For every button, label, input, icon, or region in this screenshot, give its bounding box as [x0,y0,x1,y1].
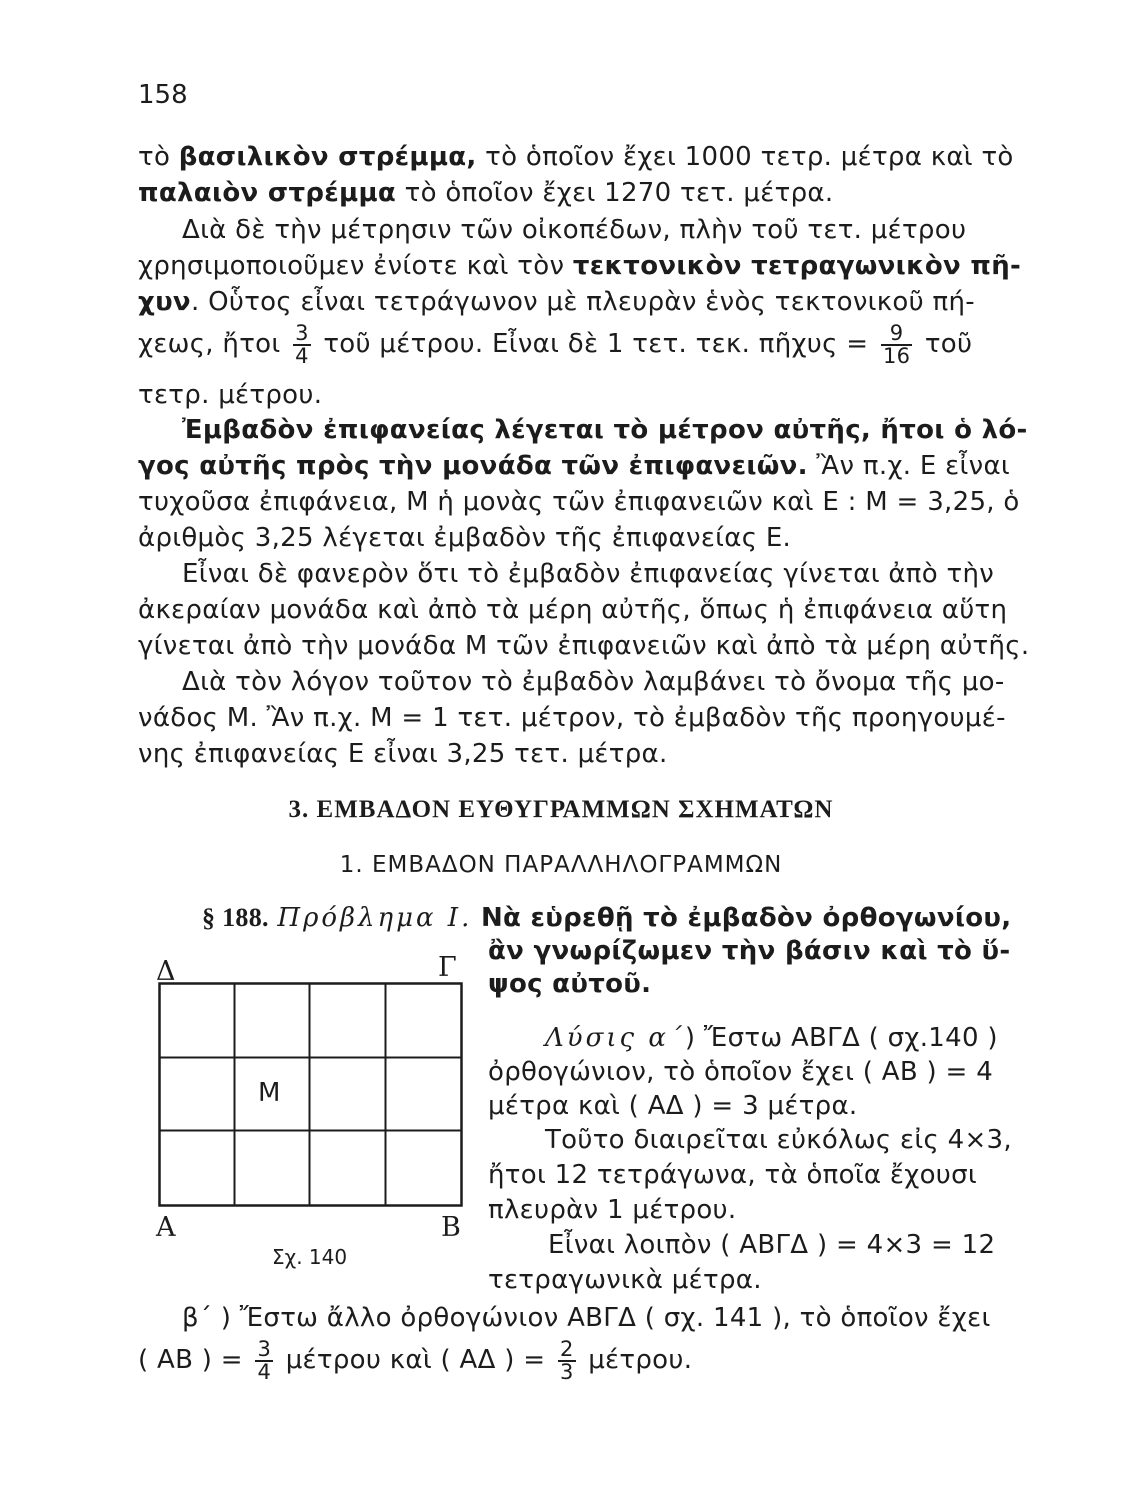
text-run: τοῦ [924,329,973,359]
bold-term: χυν [138,287,191,317]
bold-term: γος αὐτῆς πρὸς τὴν μονάδα τῶν ἐπιφανειῶν. [138,451,808,481]
problem-number: § 188. [202,903,269,932]
text-line: γίνεται ἀπὸ τὴν μονάδα Μ τῶν ἐπιφανειῶν καὶ ἀπὸ τὰ μέρη αὐτῆς. [138,631,1030,661]
fraction: $\frac{3}{4}$ [257,1336,272,1384]
solution-line [545,1023,998,1053]
text-line [138,451,1010,481]
text-line: τετρ. μέτρου. [138,380,323,410]
text-run: χεως, ἤτοι [138,329,281,359]
text-line [138,287,975,317]
bold-term: τεκτονικὸν τετραγωνικὸν πῆ- [572,251,1022,281]
text-run: χρησιμοποιοῦμεν ἐνίοτε καὶ τὸν [138,251,573,281]
definition-line: Ἐμβαδὸν ἐπιφανείας λέγεται τὸ μέτρον αὐτῆς, ἤτοι ὁ λό- [182,415,1028,445]
text-line: τυχοῦσα ἐπιφάνεια, Μ ἡ μονὰς τῶν ἐπιφανειῶν καὶ Ε : Μ = 3,25, ὁ [138,487,1020,517]
vertex-label-gamma: Γ [438,952,457,983]
text-run: τοῦ μέτρου. Εἶναι δὲ 1 τετ. τεκ. πῆχυς = [323,329,869,359]
text-run: ) Ἔστω ΑΒΓΔ ( σχ.140 ) [684,1023,998,1053]
text-line: ἀριθμὸς 3,25 λέγεται ἐμβαδὸν τῆς ἐπιφανείας Ε. [138,523,792,553]
text-run: τὸ [138,142,179,172]
text-line [138,142,1014,172]
solution-line: Εἶναι λοιπὸν ( ΑΒΓΔ ) = 4×3 = 12 [548,1230,996,1260]
text-line: Εἶναι δὲ φανερὸν ὅτι τὸ ἐμβαδὸν ἐπιφανείας γίνεται ἀπὸ τὴν [182,559,995,589]
vertex-label-beta: Β [441,1212,461,1243]
text-line: β΄ ) Ἔστω ἄλλο ὀρθογώνιον ΑΒΓΔ ( σχ. 141 ), τὸ ὁποῖον ἔχει [182,1303,991,1333]
problem-label: Πρόβλημα Ι. [277,903,473,933]
solution-line: ὀρθογώνιον, τὸ ὁποῖον ἔχει ( ΑΒ ) = 4 [488,1057,994,1087]
problem-line: ψος αὐτοῦ. [488,969,652,999]
text-line [138,1334,692,1386]
problem-line [202,903,1011,933]
solution-line: πλευρὰν 1 μέτρου. [488,1195,737,1225]
text-run: . Οὗτος εἶναι τετράγωνον μὲ πλευρὰν ἑνὸς τεκτονικοῦ πή- [190,287,975,317]
vertex-label-alpha: Α [156,1212,176,1243]
fraction: $\frac{2}{3}$ [559,1336,574,1384]
text-line: νάδος Μ. Ἂν π.χ. Μ = 1 τετ. μέτρον, τὸ ἐμβαδὸν τῆς προηγουμέ- [138,703,1006,733]
text-run: ( ΑΒ ) = [138,1345,243,1375]
vertex-label-delta: Δ [156,956,176,987]
text-run: τὸ ὁποῖον ἔχει 1000 τετρ. μέτρα καὶ τὸ [476,142,1014,172]
solution-label: Λύσις α΄ [545,1023,685,1053]
text-run: μέτρου καὶ ( ΑΔ ) = [285,1345,546,1375]
section-heading: 3. ΕΜΒΑΔΟΝ ΕΥΘΥΓΡΑΜΜΩΝ ΣΧΗΜΑΤΩΝ [288,796,834,823]
page-number: 158 [138,80,188,110]
solution-line: τετραγωνικὰ μέτρα. [488,1265,762,1295]
solution-line: μέτρα καὶ ( ΑΔ ) = 3 μέτρα. [488,1091,858,1121]
fraction: $\frac{9}{16}$ [882,320,911,368]
figure-caption: Σχ. 140 [272,1245,348,1269]
text-run: Ἂν π.χ. Ε εἶναι [807,451,1010,481]
problem-line: ἂν γνωρίζωμεν τὴν βάσιν καὶ τὸ ὕ- [488,936,1011,966]
solution-line: Τοῦτο διαιρεῖται εὐκόλως εἰς 4×3, [545,1125,1012,1155]
subsection-heading: 1. ΕΜΒΑΔΟΝ ΠΑΡΑΛΛΗΛΟΓΡΑΜΜΩΝ [339,852,783,878]
fraction: $\frac{3}{4}$ [295,320,309,368]
bold-term: βασιλικὸν στρέμμα, [178,142,477,172]
text-line: Διὰ δὲ τὴν μέτρησιν τῶν οἰκοπέδων, πλὴν τοῦ τετ. μέτρου [182,215,967,245]
text-line [138,178,833,208]
text-run: μέτρου. [588,1345,693,1375]
text-line: νης ἐπιφανείας Ε εἶναι 3,25 τετ. μέτρα. [138,739,668,769]
unit-square-label: Μ [258,1078,281,1108]
text-line: ἀκεραίαν μονάδα καὶ ἀπὸ τὰ μέρη αὐτῆς, ὅπως ἡ ἐπιφάνεια αὕτη [138,595,1008,625]
text-line [138,318,972,370]
text-run: τὸ ὁποῖον ἔχει 1270 τετ. μέτρα. [396,178,834,208]
problem-text: Νὰ εὑρεθῇ τὸ ἐμβαδὸν ὀρθογωνίου, [480,903,1012,933]
text-line: Διὰ τὸν λόγον τοῦτον τὸ ἐμβαδὸν λαμβάνει τὸ ὄνομα τῆς μο- [182,667,1005,697]
rectangle-grid-figure [158,982,464,1208]
text-line [138,251,1021,281]
bold-term: παλαιὸν στρέμμα [138,178,397,208]
solution-line: ἤτοι 12 τετράγωνα, τὰ ὁποῖα ἔχουσι [488,1160,978,1190]
